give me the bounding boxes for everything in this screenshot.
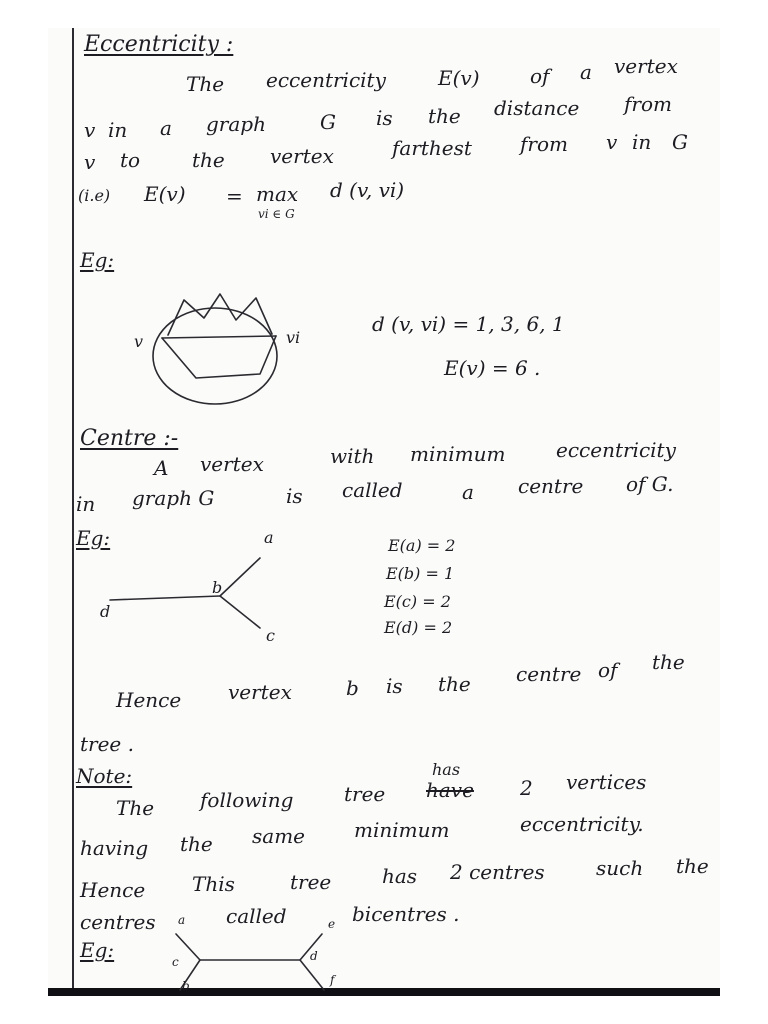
text-word: vertices — [566, 770, 647, 794]
text-word: tree . — [80, 732, 134, 756]
node-c-label: c — [172, 955, 179, 969]
text-word: to — [120, 148, 141, 172]
text-word: 2 — [520, 776, 533, 800]
text-word: G — [672, 130, 688, 154]
node-f-label: f — [330, 973, 335, 987]
edge-b-a — [220, 558, 260, 596]
margin-line — [72, 28, 74, 988]
text-word: tree — [290, 870, 332, 894]
text-word: v — [84, 150, 96, 174]
edge-a-c — [176, 934, 200, 960]
text-word: v — [84, 118, 96, 142]
eccentricity-heading: Eccentricity : — [84, 32, 234, 57]
graph-outer-cycle — [153, 308, 277, 404]
text-word: bicentres . — [352, 902, 460, 926]
text-word: is — [386, 674, 403, 698]
node-d-label: d — [100, 602, 111, 621]
centre-heading: Centre :- — [80, 426, 179, 451]
node-d-label: d — [310, 949, 318, 963]
eccentricity-a: E(a) = 2 — [388, 536, 456, 555]
text-word: The — [186, 72, 225, 96]
eccentricity-d: E(d) = 2 — [384, 618, 453, 637]
vertex-vi-label: vi — [286, 328, 301, 347]
text-word: having — [80, 836, 149, 860]
text-word: The — [116, 796, 155, 820]
text-word: v — [606, 130, 618, 154]
text-word: a — [580, 60, 592, 84]
text-word: distance — [494, 96, 580, 120]
text-word: vertex — [614, 54, 678, 78]
text-word: the — [652, 650, 685, 674]
node-a-label: a — [178, 913, 186, 927]
text-word: centre — [518, 474, 584, 498]
text-word: E(v) — [438, 66, 480, 90]
text-word: Hence — [80, 878, 146, 902]
eccentricity-graph-figure — [150, 290, 290, 410]
text-word: from — [624, 92, 672, 116]
example-label: Eg: — [80, 248, 115, 272]
text-word: eccentricity — [556, 438, 676, 462]
node-a-label: a — [264, 528, 274, 547]
node-c-label: c — [266, 626, 275, 645]
text-word: eccentricity — [266, 68, 386, 92]
text-word: called — [226, 904, 287, 928]
text-word: in — [76, 492, 96, 516]
text-word: the — [428, 104, 461, 128]
text-word: has — [382, 864, 418, 888]
text-word: graph — [206, 112, 266, 136]
text-word: vertex — [200, 452, 264, 476]
text-word: 2 centres — [450, 860, 545, 884]
text-word: minimum — [410, 442, 506, 466]
formula-subscript: vi ∈ G — [258, 207, 295, 221]
text-word: with — [330, 444, 375, 468]
text-word: vertex — [228, 680, 292, 704]
note-heading: Note: — [76, 764, 133, 788]
tree-figure — [110, 540, 280, 640]
edge-d-f — [300, 960, 324, 990]
formula-eq: = — [226, 184, 243, 208]
edge-d-b — [110, 596, 220, 600]
eccentricity-c: E(c) = 2 — [384, 592, 451, 611]
text-word: in — [108, 118, 128, 142]
text-word: the — [676, 854, 709, 878]
formula-max: max — [256, 182, 299, 206]
notebook-page — [48, 28, 720, 994]
text-word: Hence — [116, 688, 182, 712]
text-word: eccentricity. — [520, 812, 644, 836]
edge-b-c — [220, 596, 260, 628]
text-word: called — [342, 478, 403, 502]
text-word: such — [596, 856, 644, 880]
text-word: of — [598, 658, 618, 682]
text-word: vertex — [270, 144, 334, 168]
graph-middle-edge — [162, 336, 276, 338]
text-word: is — [286, 484, 303, 508]
text-word: of G. — [626, 472, 674, 496]
vertex-v-label: v — [134, 332, 144, 351]
graph-lower-path — [162, 336, 276, 378]
example-label: Eg: — [76, 526, 111, 550]
formula-rhs: d (v, vi) — [330, 178, 405, 202]
struck-word: have — [426, 778, 474, 802]
node-e-label: e — [328, 917, 336, 931]
text-word: in — [632, 130, 652, 154]
example-label: Eg: — [80, 938, 115, 962]
eccentricity-result: E(v) = 6 . — [444, 356, 541, 380]
text-word: the — [180, 832, 213, 856]
node-b-label: b — [212, 578, 223, 597]
page-edge — [48, 988, 720, 996]
eccentricity-b: E(b) = 1 — [386, 564, 455, 583]
inserted-word: has — [432, 760, 461, 779]
text-word: same — [252, 824, 305, 848]
text-word: following — [200, 788, 294, 812]
text-word: b — [346, 676, 359, 700]
text-word: the — [192, 148, 225, 172]
text-word: is — [376, 106, 393, 130]
text-word: G — [320, 110, 336, 134]
text-word: the — [438, 672, 471, 696]
text-word: centres — [80, 910, 156, 934]
text-word: minimum — [354, 818, 450, 842]
formula-prefix: (i.e) — [78, 186, 111, 205]
text-word: from — [520, 132, 568, 156]
formula-lhs: E(v) — [144, 182, 186, 206]
distance-values: d (v, vi) = 1, 3, 6, 1 — [372, 312, 565, 336]
node-b-label: b — [182, 979, 190, 993]
text-word: graph G — [132, 486, 215, 510]
text-word: A — [154, 456, 169, 480]
text-word: a — [462, 480, 474, 504]
text-word: centre — [516, 662, 582, 686]
text-word: This — [192, 872, 235, 896]
text-word: of — [530, 64, 550, 88]
text-word: a — [160, 116, 172, 140]
text-word: tree — [344, 782, 386, 806]
text-word: farthest — [392, 136, 472, 160]
